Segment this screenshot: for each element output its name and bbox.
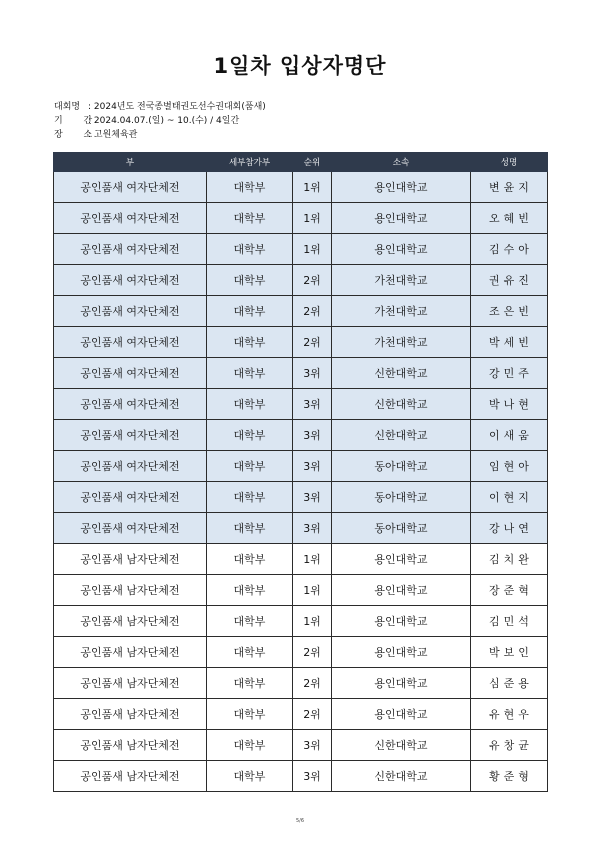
cell-name: 박나현 [471, 389, 548, 420]
cell-rank: 3위 [293, 482, 332, 513]
cell-category: 대학부 [207, 637, 293, 668]
cell-category: 대학부 [207, 606, 293, 637]
cell-name: 임현아 [471, 451, 548, 482]
cell-affiliation: 신한대학교 [332, 761, 471, 792]
cell-division: 공인품새 여자단체전 [54, 420, 207, 451]
cell-name: 김민석 [471, 606, 548, 637]
table-header-row [54, 153, 548, 172]
event-venue-row [54, 128, 266, 142]
cell-affiliation: 가천대학교 [332, 265, 471, 296]
cell-rank: 3위 [293, 730, 332, 761]
page-number: 5/6 [295, 818, 305, 824]
cell-affiliation: 용인대학교 [332, 606, 471, 637]
cell-category: 대학부 [207, 265, 293, 296]
cell-division: 공인품새 여자단체전 [54, 327, 207, 358]
cell-affiliation: 동아대학교 [332, 451, 471, 482]
cell-division: 공인품새 여자단체전 [54, 513, 207, 544]
table-row [54, 637, 548, 668]
header-name: 성명 [471, 153, 548, 172]
cell-category: 대학부 [207, 761, 293, 792]
cell-name: 김수아 [471, 234, 548, 265]
cell-affiliation: 용인대학교 [332, 668, 471, 699]
cell-name: 변윤지 [471, 172, 548, 203]
event-period-row [54, 114, 266, 128]
cell-division: 공인품새 여자단체전 [54, 358, 207, 389]
cell-division: 공인품새 남자단체전 [54, 606, 207, 637]
cell-category: 대학부 [207, 358, 293, 389]
table-row [54, 482, 548, 513]
cell-affiliation: 용인대학교 [332, 172, 471, 203]
cell-category: 대학부 [207, 389, 293, 420]
cell-name: 박세빈 [471, 327, 548, 358]
cell-affiliation: 용인대학교 [332, 234, 471, 265]
cell-affiliation: 동아대학교 [332, 482, 471, 513]
cell-rank: 1위 [293, 234, 332, 265]
cell-category: 대학부 [207, 172, 293, 203]
table-row [54, 668, 548, 699]
page-title: 1일차 입상자명단 [213, 54, 387, 78]
table-row [54, 451, 548, 482]
table-row [54, 606, 548, 637]
cell-rank: 1위 [293, 203, 332, 234]
cell-name: 박보인 [471, 637, 548, 668]
cell-division: 공인품새 여자단체전 [54, 389, 207, 420]
cell-division: 공인품새 남자단체전 [54, 544, 207, 575]
cell-rank: 3위 [293, 389, 332, 420]
cell-affiliation: 용인대학교 [332, 575, 471, 606]
cell-division: 공인품새 여자단체전 [54, 296, 207, 327]
cell-rank: 3위 [293, 358, 332, 389]
cell-rank: 2위 [293, 327, 332, 358]
cell-rank: 1위 [293, 172, 332, 203]
header-category: 세부참가부 [207, 153, 293, 172]
cell-category: 대학부 [207, 234, 293, 265]
cell-affiliation: 신한대학교 [332, 420, 471, 451]
cell-category: 대학부 [207, 668, 293, 699]
cell-affiliation: 가천대학교 [332, 296, 471, 327]
cell-division: 공인품새 남자단체전 [54, 637, 207, 668]
cell-division: 공인품새 여자단체전 [54, 265, 207, 296]
cell-name: 황준형 [471, 761, 548, 792]
cell-name: 오혜빈 [471, 203, 548, 234]
cell-name: 강나연 [471, 513, 548, 544]
cell-name: 강민주 [471, 358, 548, 389]
table-row [54, 172, 548, 203]
cell-affiliation: 용인대학교 [332, 699, 471, 730]
cell-division: 공인품새 남자단체전 [54, 730, 207, 761]
table-row [54, 327, 548, 358]
cell-category: 대학부 [207, 513, 293, 544]
cell-affiliation: 동아대학교 [332, 513, 471, 544]
cell-division: 공인품새 남자단체전 [54, 761, 207, 792]
table-row [54, 513, 548, 544]
cell-affiliation: 용인대학교 [332, 203, 471, 234]
cell-name: 이현지 [471, 482, 548, 513]
event-name-value: : 2024년도 전국종별태권도선수권대회(품새) [88, 102, 266, 112]
cell-division: 공인품새 여자단체전 [54, 234, 207, 265]
cell-category: 대학부 [207, 699, 293, 730]
cell-affiliation: 용인대학교 [332, 637, 471, 668]
cell-rank: 2위 [293, 699, 332, 730]
cell-category: 대학부 [207, 730, 293, 761]
cell-division: 공인품새 여자단체전 [54, 451, 207, 482]
event-info [54, 100, 266, 142]
cell-name: 조은빈 [471, 296, 548, 327]
table-row [54, 699, 548, 730]
cell-category: 대학부 [207, 296, 293, 327]
cell-name: 김치완 [471, 544, 548, 575]
cell-rank: 1위 [293, 575, 332, 606]
cell-category: 대학부 [207, 327, 293, 358]
table-row [54, 265, 548, 296]
cell-rank: 2위 [293, 265, 332, 296]
cell-division: 공인품새 여자단체전 [54, 482, 207, 513]
cell-affiliation: 가천대학교 [332, 327, 471, 358]
cell-category: 대학부 [207, 451, 293, 482]
cell-name: 장준혁 [471, 575, 548, 606]
cell-name: 권유진 [471, 265, 548, 296]
cell-division: 공인품새 남자단체전 [54, 699, 207, 730]
cell-name: 이새움 [471, 420, 548, 451]
cell-name: 심준용 [471, 668, 548, 699]
cell-category: 대학부 [207, 482, 293, 513]
cell-category: 대학부 [207, 544, 293, 575]
event-venue-value: : 고원체육관 [88, 130, 138, 140]
table-row [54, 389, 548, 420]
cell-division: 공인품새 여자단체전 [54, 203, 207, 234]
table-row [54, 730, 548, 761]
cell-affiliation: 신한대학교 [332, 389, 471, 420]
event-name-key: 대회명 [54, 102, 81, 112]
table-row [54, 761, 548, 792]
header-rank: 순위 [293, 153, 332, 172]
table-row [54, 234, 548, 265]
cell-rank: 3위 [293, 761, 332, 792]
cell-rank: 2위 [293, 668, 332, 699]
cell-division: 공인품새 남자단체전 [54, 668, 207, 699]
header-division: 부 [54, 153, 207, 172]
cell-rank: 2위 [293, 296, 332, 327]
cell-name: 유현우 [471, 699, 548, 730]
cell-rank: 1위 [293, 606, 332, 637]
header-affiliation: 소속 [332, 153, 471, 172]
table-row [54, 358, 548, 389]
cell-rank: 3위 [293, 451, 332, 482]
cell-category: 대학부 [207, 420, 293, 451]
table-row [54, 544, 548, 575]
table-row [54, 296, 548, 327]
cell-division: 공인품새 여자단체전 [54, 172, 207, 203]
winners-table [53, 152, 548, 792]
cell-affiliation: 용인대학교 [332, 544, 471, 575]
cell-name: 유창균 [471, 730, 548, 761]
event-venue-key: 장 소 [54, 130, 102, 140]
cell-category: 대학부 [207, 203, 293, 234]
cell-rank: 3위 [293, 420, 332, 451]
event-period-key: 기 간 [54, 116, 102, 126]
event-name-row [54, 100, 266, 114]
cell-affiliation: 신한대학교 [332, 730, 471, 761]
event-period-value: : 2024.04.07.(일) ~ 10.(수) / 4일간 [88, 116, 240, 126]
cell-rank: 2위 [293, 637, 332, 668]
cell-division: 공인품새 남자단체전 [54, 575, 207, 606]
cell-category: 대학부 [207, 575, 293, 606]
cell-affiliation: 신한대학교 [332, 358, 471, 389]
table-row [54, 575, 548, 606]
table-row [54, 420, 548, 451]
cell-rank: 1위 [293, 544, 332, 575]
cell-rank: 3위 [293, 513, 332, 544]
table-row [54, 203, 548, 234]
